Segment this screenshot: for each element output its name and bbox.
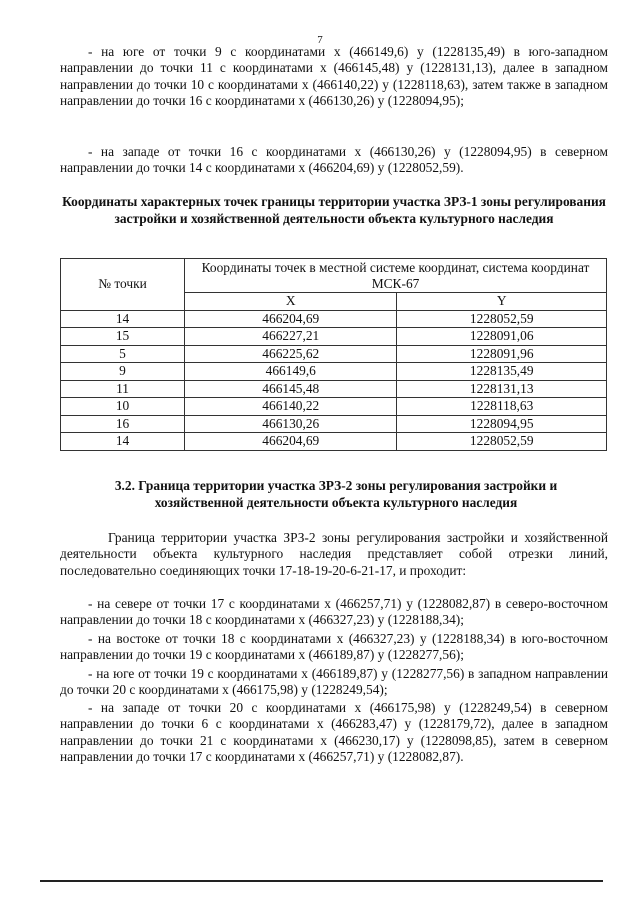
table-row: [61, 398, 607, 416]
cell-point: 16: [61, 415, 185, 433]
table-row: [61, 310, 607, 328]
cell-x: 466204,69: [185, 433, 397, 451]
section-paragraph-west: - на западе от точки 20 с координатами х (466175,98) у (1228249,54) в северном направлении до точки 6 с координатами х (466283,47) у (1228179,72), далее в западном направлении до точки 21 с координатами х (466230,17) у (1228098,85), затем в северном направлении до точки 17 с координатами х (466257,71) у (1228082,87).: [60, 700, 608, 765]
cell-point: 10: [61, 398, 185, 416]
table-row: [61, 363, 607, 381]
section-intro-paragraph: Граница территории участка ЗРЗ-2 зоны регулирования застройки и хозяйственной деятельности объекта культурного наследия представляет собой отрезки линий, последовательно соединяющих точки 17-18-19-20-6-21-17, и проходит:: [60, 530, 608, 578]
cell-y: 1228052,59: [397, 433, 607, 451]
cell-x: 466130,26: [185, 415, 397, 433]
cell-y: 1228131,13: [397, 380, 607, 398]
coordinates-table: [60, 258, 607, 451]
cell-point: 14: [61, 310, 185, 328]
section-paragraph-east: - на востоке от точки 18 с координатами х (466327,23) у (1228188,34) в юго-восточном направлении до точки 19 с координатами х (466189,87) у (1228277,56);: [60, 631, 608, 663]
bottom-rule: [40, 880, 603, 882]
section-heading: 3.2. Граница территории участка ЗРЗ-2 зоны регулирования застройки и хозяйственной деятельности объекта культурного наследия: [114, 478, 558, 510]
table-row: [61, 345, 607, 363]
table-row: [61, 433, 607, 451]
section-paragraph-north: - на севере от точки 17 с координатами х (466257,71) у (1228082,87) в северо-восточном направлении до точки 18 с координатами х (466327,23) у (1228188,34);: [60, 596, 608, 628]
table-header-row: [61, 259, 607, 293]
intro-paragraph-south: - на юге от точки 9 с координатами х (466149,6) у (1228135,49) в юго-западном направлении до точки 11 с координатами х (466145,48) у (1228131,13), далее в западном направлении до точки 10 с координатами х (466140,22) у (1228118,63), затем также в западном направлении до точки 16 с координатами х (466130,26) у (1228094,95);: [60, 44, 608, 109]
cell-y: 1228135,49: [397, 363, 607, 381]
cell-x: 466149,6: [185, 363, 397, 381]
cell-point: 14: [61, 433, 185, 451]
cell-y: 1228091,06: [397, 328, 607, 346]
header-y: Y: [397, 293, 607, 311]
cell-x: 466227,21: [185, 328, 397, 346]
cell-point: 11: [61, 380, 185, 398]
header-x: X: [185, 293, 397, 311]
cell-x: 466225,62: [185, 345, 397, 363]
cell-x: 466140,22: [185, 398, 397, 416]
cell-y: 1228052,59: [397, 310, 607, 328]
cell-point: 5: [61, 345, 185, 363]
cell-point: 15: [61, 328, 185, 346]
table-row: [61, 380, 607, 398]
cell-y: 1228091,96: [397, 345, 607, 363]
table-row: [61, 328, 607, 346]
table-title: Координаты характерных точек границы территории участка ЗРЗ-1 зоны регулирования застройки и хозяйственной деятельности объекта культурного наследия: [62, 194, 606, 226]
table-row: [61, 415, 607, 433]
cell-y: 1228118,63: [397, 398, 607, 416]
page-number: 7: [317, 34, 323, 46]
cell-x: 466204,69: [185, 310, 397, 328]
cell-x: 466145,48: [185, 380, 397, 398]
section-paragraph-south: - на юге от точки 19 с координатами х (466189,87) у (1228277,56) в западном направлении до точки 20 с координатами х (466175,98) у (1228249,54);: [60, 666, 608, 698]
cell-y: 1228094,95: [397, 415, 607, 433]
cell-point: 9: [61, 363, 185, 381]
intro-paragraph-west: - на западе от точки 16 с координатами х (466130,26) у (1228094,95) в северном направлении до точки 14 с координатами х (466204,69) у (1228052,59).: [60, 144, 608, 176]
header-coordinates: Координаты точек в местной системе координат, система координат МСК-67: [185, 259, 607, 293]
header-point-number: № точки: [61, 259, 185, 311]
